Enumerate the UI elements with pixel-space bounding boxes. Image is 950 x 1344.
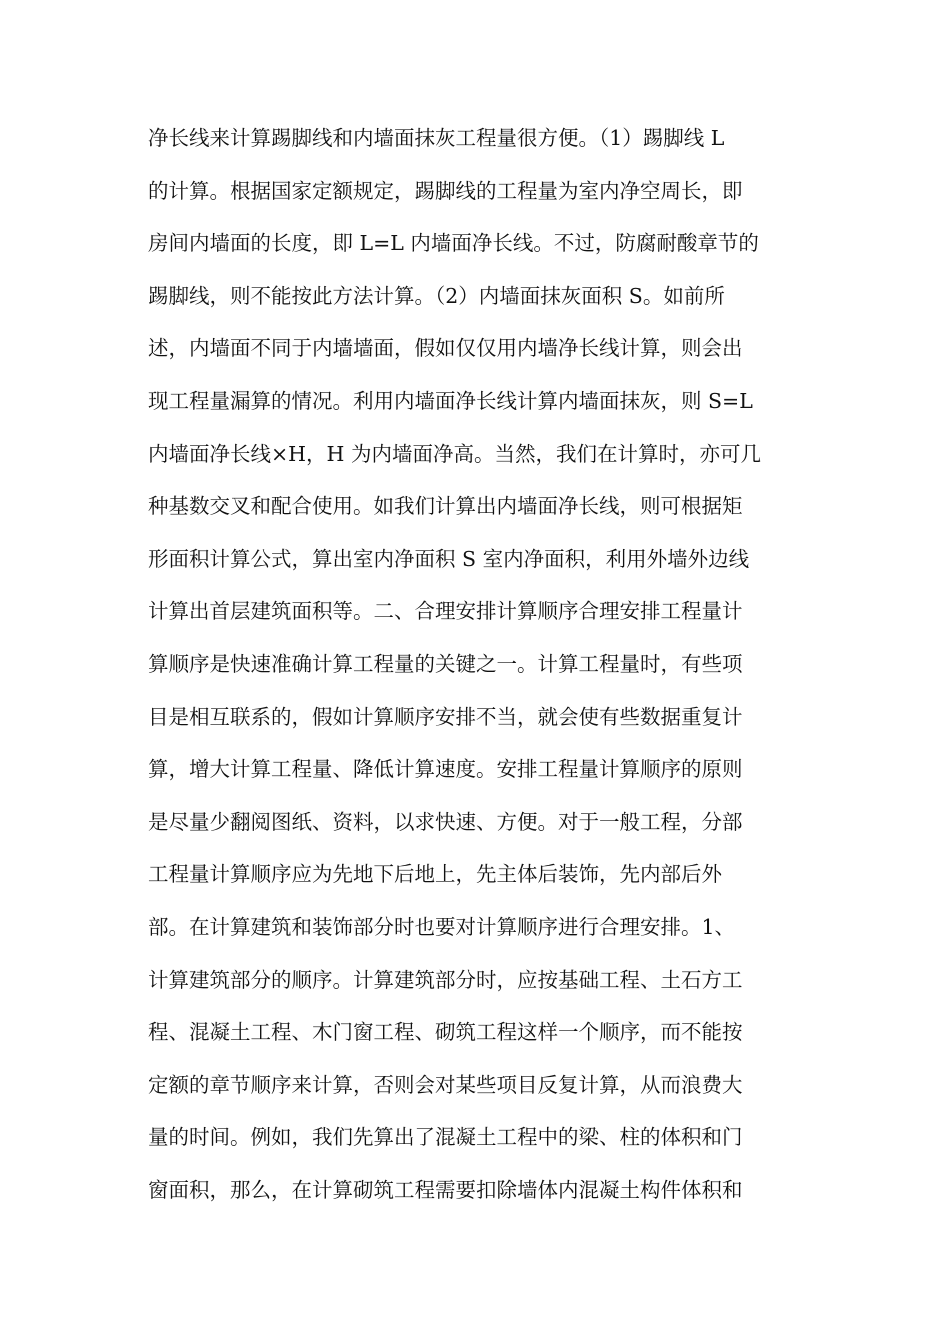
text-line: 工程量计算顺序应为先地下后地上，先主体后装饰，先内部后外 [148,862,722,887]
text-line: 的计算。根据国家定额规定，踢脚线的工程量为室内净空周长，即 [148,178,743,203]
text-line: 形面积计算公式，算出室内净面积 S 室内净面积，利用外墙外边线 [148,546,750,571]
text-line: 部。在计算建筑和装饰部分时也要对计算顺序进行合理安排。1、 [148,914,736,939]
text-line: 现工程量漏算的情况。利用内墙面净长线计算内墙面抹灰，则 S=L [148,388,753,413]
text-line: 内墙面净长线×H，H 为内墙面净高。当然，我们在计算时，亦可几 [148,441,761,466]
text-line: 房间内墙面的长度，即 L=L 内墙面净长线。不过，防腐耐酸章节的 [148,231,759,256]
text-line: 计算建筑部分的顺序。计算建筑部分时，应按基础工程、土石方工 [148,967,743,992]
text-line: 净长线来计算踢脚线和内墙面抹灰工程量很方便。（1）踢脚线 L [148,126,725,150]
text-line: 窗面积，那么，在计算砌筑工程需要扣除墙体内混凝土构件体积和 [148,1177,743,1202]
text-line: 踢脚线，则不能按此方法计算。（2）内墙面抹灰面积 S。如前所 [148,283,725,308]
text-line: 是尽量少翻阅图纸、资料，以求快速、方便。对于一般工程，分部 [148,809,743,834]
text-line: 述，内墙面不同于内墙墙面，假如仅仅用内墙净长线计算，则会出 [148,336,743,361]
text-line: 算顺序是快速准确计算工程量的关键之一。计算工程量时，有些项 [148,651,743,676]
text-line: 计算出首层建筑面积等。二、合理安排计算顺序合理安排工程量计 [148,599,743,624]
text-line: 目是相互联系的，假如计算顺序安排不当，就会使有些数据重复计 [148,704,743,729]
text-line: 程、混凝土工程、木门窗工程、砌筑工程这样一个顺序，而不能按 [148,1020,743,1045]
text-line: 定额的章节顺序来计算，否则会对某些项目反复计算，从而浪费大 [148,1072,743,1097]
text-line: 量的时间。例如，我们先算出了混凝土工程中的梁、柱的体积和门 [148,1125,743,1150]
text-line: 算，增大计算工程量、降低计算速度。安排工程量计算顺序的原则 [148,757,743,782]
text-line: 种基数交叉和配合使用。如我们计算出内墙面净长线，则可根据矩 [148,494,743,519]
body-paragraph [148,118,808,1222]
